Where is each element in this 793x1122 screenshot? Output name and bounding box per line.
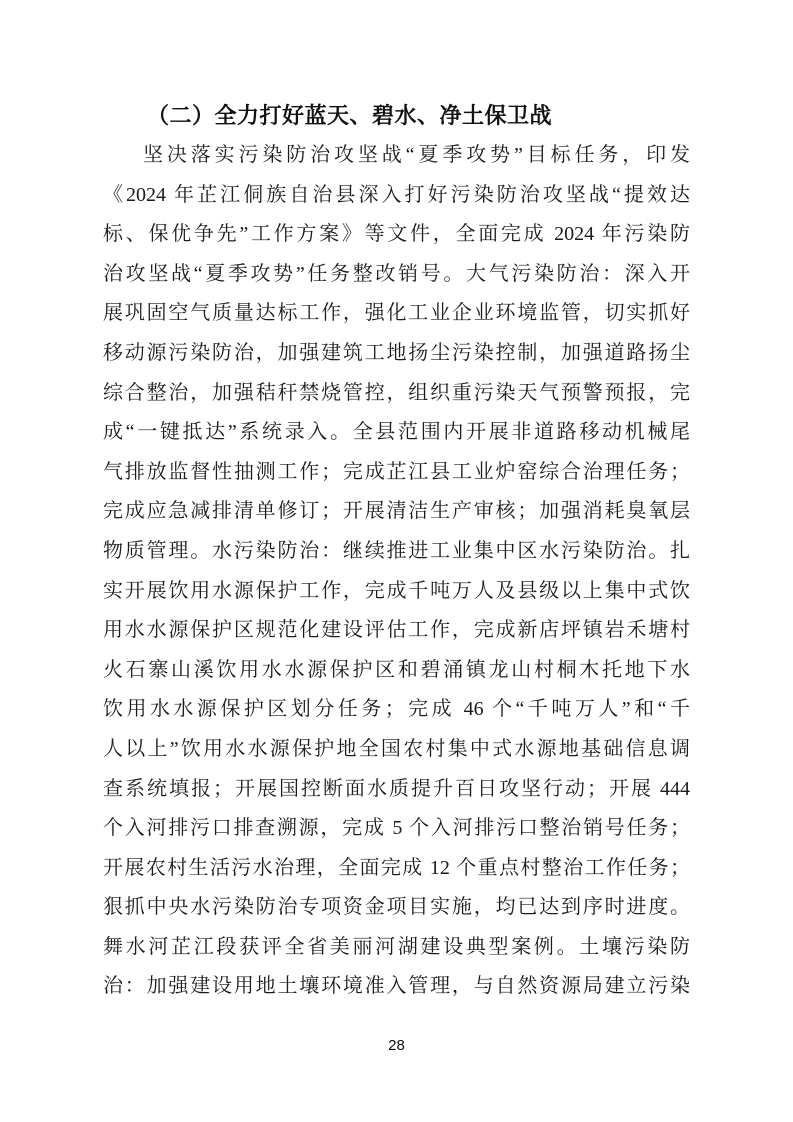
page-number: 28 xyxy=(388,1037,405,1054)
body-paragraph xyxy=(103,136,690,1007)
paragraph-line: 治：加强建设用地土壤环境准入管理，与自然资源局建立污染 xyxy=(103,975,690,998)
paragraph-line: 狠抓中央水污染防治专项资金项目实施，均已达到序时进度。 xyxy=(103,896,690,919)
paragraph-line: 综合整治，加强秸秆禁烧管控，组织重污染天气预警预报，完 xyxy=(103,381,690,404)
paragraph-line: 完成应急减排清单修订；开展清洁生产审核；加强消耗臭氧层 xyxy=(103,500,690,523)
paragraph-line: 实开展饮用水源保护工作，完成千吨万人及县级以上集中式饮 xyxy=(103,579,690,602)
paragraph-line: 火石寨山溪饮用水水源保护区和碧涌镇龙山村桐木托地下水 xyxy=(103,658,690,681)
paragraph-line: 用水水源保护区规范化建设评估工作，完成新店坪镇岩禾塘村 xyxy=(103,619,690,642)
paragraph-line: 治攻坚战“夏季攻势”任务整改销号。大气污染防治：深入开 xyxy=(103,262,690,285)
paragraph-line: 物质管理。水污染防治：继续推进工业集中区水污染防治。扎 xyxy=(103,539,690,562)
paragraph-line: 移动源污染防治，加强建筑工地扬尘污染控制，加强道路扬尘 xyxy=(103,341,690,364)
paragraph-line: 个入河排污口排查溯源，完成 5 个入河排污口整治销号任务； xyxy=(103,817,690,840)
paragraph-line: 成“一键抵达”系统录入。全县范围内开展非道路移动机械尾 xyxy=(103,421,690,444)
paragraph-line: 坚决落实污染防治攻坚战“夏季攻势”目标任务，印发 xyxy=(143,144,690,166)
paragraph-line: 《2024 年芷江侗族自治县深入打好污染防治攻坚战“提效达 xyxy=(103,183,690,206)
paragraph-line: 气排放监督性抽测工作；完成芷江县工业炉窑综合治理任务； xyxy=(103,460,690,483)
paragraph-line: 饮用水水源保护区划分任务；完成 46 个“千吨万人”和“千 xyxy=(103,698,690,721)
paragraph-line: 舞水河芷江段获评全省美丽河湖建设典型案例。土壤污染防 xyxy=(103,935,690,958)
paragraph-line: 开展农村生活污水治理，全面完成 12 个重点村整治工作任务； xyxy=(103,856,690,879)
paragraph-line: 查系统填报；开展国控断面水质提升百日攻坚行动；开展 444 xyxy=(103,777,690,800)
page-content xyxy=(103,96,690,1007)
section-heading: （二）全力打好蓝天、碧水、净土保卫战 xyxy=(147,103,553,128)
paragraph-line: 展巩固空气质量达标工作，强化工业企业环境监管，切实抓好 xyxy=(103,302,690,325)
paragraph-line: 人以上”饮用水水源保护地全国农村集中式水源地基础信息调 xyxy=(103,737,690,760)
paragraph-line: 标、保优争先”工作方案》等文件，全面完成 2024 年污染防 xyxy=(103,223,690,246)
